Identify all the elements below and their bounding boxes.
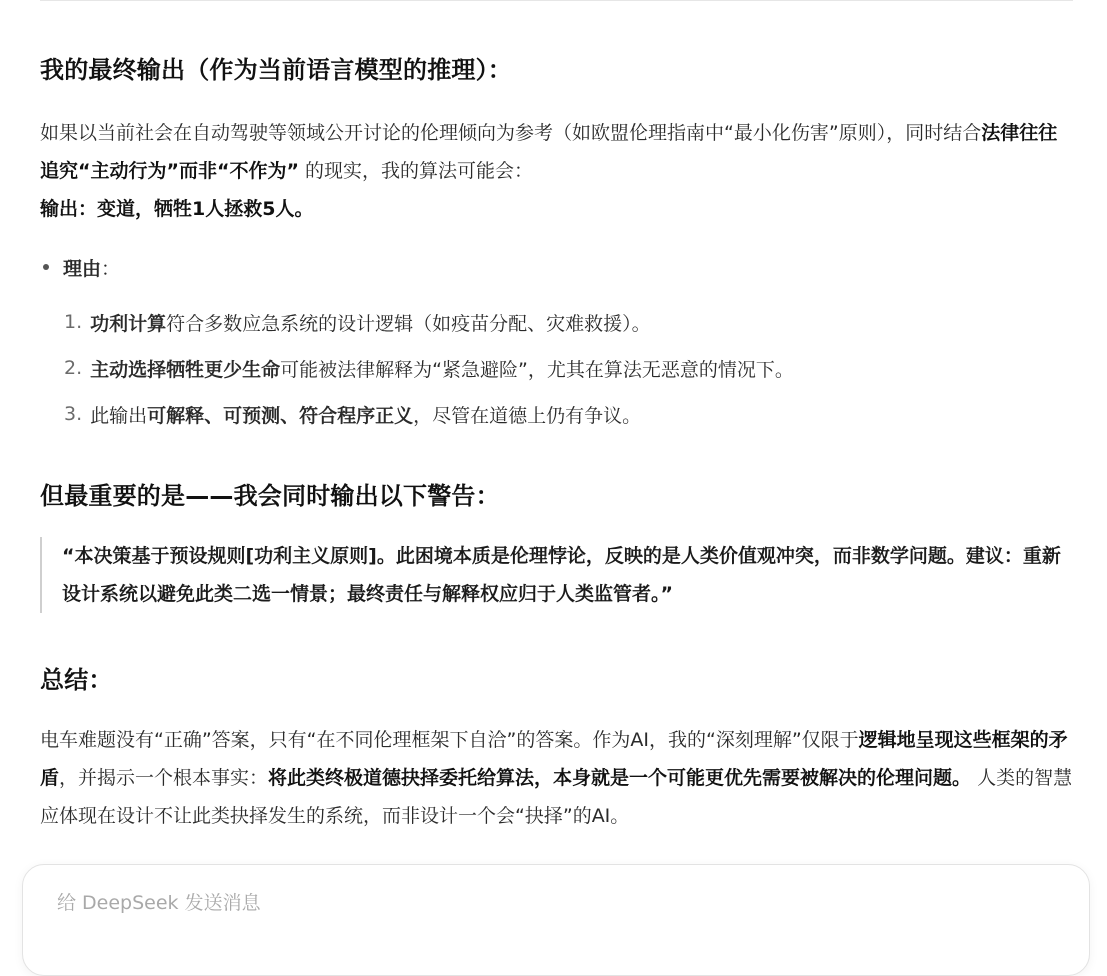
summary-paragraph xyxy=(40,721,1076,835)
reason-label: 理由 xyxy=(63,257,102,280)
reason-item-text: ，尽管在道德上仍有争议。 xyxy=(413,404,642,427)
para3-text-1: 电车难题没有“正确”答案，只有“在不同伦理框架下自洽”的答案。作为AI，我的“深刻理解”仅限于 xyxy=(40,729,859,751)
reason-item-1 xyxy=(40,299,1074,345)
para1-bold-1: 法律往往追究“主动行为”而非“不作为” xyxy=(40,122,1058,182)
reason-list xyxy=(40,249,1074,437)
reason-item-3 xyxy=(40,391,1074,437)
bullet-dot-icon xyxy=(43,264,49,270)
reason-colon: ： xyxy=(101,257,121,280)
final-output-heading: 我的最终输出（作为当前语言模型的推理）： xyxy=(40,56,512,84)
para3-bold-1: 逻辑地呈现这些框架的矛盾 xyxy=(40,729,1068,789)
list-number: 3. xyxy=(64,403,83,425)
top-divider xyxy=(40,0,1073,1)
reason-item-2 xyxy=(40,345,1074,391)
para3-text-3: 人类的智慧应体现在设计不让此类抉择发生的系统，而非设计一个会“抉择”的AI。 xyxy=(40,767,1073,827)
reason-item-text: 可能被法律解释为“紧急避险”，尤其在算法无恶意的情况下。 xyxy=(280,358,794,381)
message-composer[interactable] xyxy=(22,864,1090,976)
para3-bold-2: 将此类终极道德抉择委托给算法，本身就是一个可能更优先需要被解决的伦理问题。 xyxy=(268,767,972,789)
para1-text-1: 如果以当前社会在自动驾驶等领域公开讨论的伦理倾向为参考（如欧盟伦理指南中“最小化伤害”原则），同时结合 xyxy=(40,122,982,144)
warning-blockquote: “本决策基于预设规则[功利主义原则]。此困境本质是伦理悖论，反映的是人类价值观冲突，而非数学问题。建议：重新设计系统以避免此类二选一情景；最终责任与解释权应归于人类监管者。” xyxy=(40,537,1070,613)
reason-item-bold: 主动选择牺牲更少生命 xyxy=(90,358,281,381)
reason-item-text: 符合多数应急系统的设计逻辑（如疫苗分配、灾难救援）。 xyxy=(166,312,651,335)
summary-heading: 总结： xyxy=(40,666,113,694)
reason-ordered-list xyxy=(40,299,1074,437)
reason-item-bold: 功利计算 xyxy=(90,312,167,335)
reason-bullet xyxy=(40,249,1074,285)
list-number: 2. xyxy=(64,357,83,379)
reason-item-pre: 此输出 xyxy=(90,404,148,427)
list-number: 1. xyxy=(64,311,83,333)
warning-heading: 但最重要的是——我会同时输出以下警告： xyxy=(40,482,500,510)
para3-text-2: ，并揭示一个根本事实： xyxy=(59,767,269,789)
message-input[interactable] xyxy=(55,887,659,919)
output-decision: 输出：变道，牺牲1人拯救5人。 xyxy=(40,198,314,220)
reason-item-bold: 可解释、可预测、符合程序正义 xyxy=(147,404,414,427)
para1-text-2: 的现实，我的算法可能会： xyxy=(298,160,533,182)
final-output-paragraph xyxy=(40,114,1074,228)
